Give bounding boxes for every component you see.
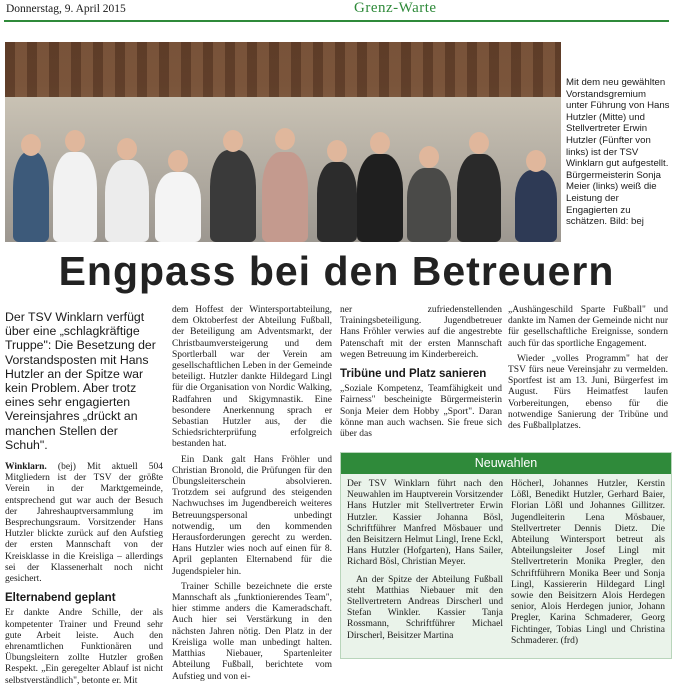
article-column-1	[5, 305, 163, 687]
photo-person	[53, 152, 97, 242]
photo-head	[526, 150, 546, 172]
photo-person	[210, 150, 256, 242]
article-lead: Der TSV Winklarn verfügt über eine „schlagkräftige Truppe": Die Besetzung der Vorstandsposten mit Hans Hutzler an der Spitze war kein Problem. Aber trotz eines sehr engagierten Vereinsjahres „drückt an manchen Stellen der Schuh".	[5, 310, 156, 452]
photo-person	[13, 152, 49, 242]
box-paragraph: Der TSV Winklarn führt nach den Neuwahlen im Hauptverein Vorsitzender Hans Hutzler mit Stellvertreter Erwin Hutzler. Kassier Johanna Bösl, Schriftführer Manfred Mösbauer und den Beisitzern Helmut Lingl, Irene Eckl, Hans Hutzler (Hofgarten), Hans Sailer, Richard Bösl, Christian Meyer.	[347, 479, 503, 568]
photo-head	[223, 130, 243, 152]
article-paragraph: „Soziale Kompetenz, Teamfähigkeit und Fairness" bescheinigte Bürgermeisterin Sonja Meier dem Hobby „Sport". Daran könne man auch wachsen. Sie freue sich über das	[340, 384, 502, 440]
photo-person	[515, 170, 557, 242]
photo-person	[407, 168, 451, 242]
photo-head	[469, 132, 489, 154]
article-column-4	[508, 305, 668, 432]
dateline: Winklarn.	[5, 462, 47, 473]
subheading: Tribüne und Platz sanieren	[340, 368, 487, 381]
photo-person	[155, 172, 201, 242]
article-paragraph: Wieder „volles Programm" hat der TSV fürs neue Vereinsjahr zu vermelden. Sportfest ist am 13. Juni, Bürgerfest im August. Fürs Heimatfest laufen Vorbereitungen, ebenso für die notwendige Sanierung der Tribüne und des Fußballplatzes.	[508, 353, 668, 432]
article-paragraph: Ein Dank galt Hans Fröhler und Christian Bronold, die Prüfungen für den Übungsleiterschein absolvieren. Trotzdem sei aufgrund des steigenden Nachwuchses im Jugendbereich weiteres Betreuungspersonal unbedingt notwendig, um den kommenden Herausforderungen gerecht zu werden. Hans Hutzler wies noch auf einen für 8. April geplanten Elternabend für die Jugendspieler hin.	[172, 454, 332, 577]
photo-ceiling	[5, 42, 561, 97]
group-photo	[5, 42, 561, 242]
photo-head	[419, 146, 439, 168]
box-paragraph: An der Spitze der Abteilung Fußball steht Matthias Niebauer mit den Stellvertretern Andreas Dirscherl und Stefan Winkler. Kassier Tanja Rossmann, Schriftführer Michael Dirscherl, Beisitzer Martina	[347, 574, 503, 641]
issue-date: Donnerstag, 9. April 2015	[6, 3, 126, 15]
box-paragraph: Höcherl, Johannes Hutzler, Kerstin Lößl, Benedikt Hutzler, Gerhard Baier, Florian Lößl und Johannes Gillitzer. Jugendleiterin Lena Mösbauer, Stellvertreter Dennis Dietz. Die Abteilung Wintersport betreut als Abteilungsleiter Josef Lingl mit Stellvertreterin Monika Pregler, den Schriftführern Monika Beer und Sonja Lingl, Kassiererin Hildegard Lingl sowie den Beisitzern Alois Herdegen senior, Alois Herdegen junior, Johann Pregler, Karina Schmaderer, Georg Fichtinger, Tobias Lingl und Christina Schmaderer. (frd)	[511, 479, 665, 646]
photo-person	[457, 154, 501, 242]
box-title: Neuwahlen	[341, 453, 671, 474]
article-paragraph: Trainer Schille bezeichnete die erste Mannschaft als „funktionierendes Team", hier stimme anders die Kameradschaft. Auch hier sei Verstärkung in den nächsten Jahren nötig. Den Platz in der Kreisliga wolle man unbedingt halten. Matthias Niebauer, Spartenleiter Abteilung Fußball, berichtete vom Aufstieg und von ei-	[172, 581, 332, 682]
article-headline: Engpass bei den Betreuern	[58, 248, 615, 294]
neuwahlen-box	[340, 452, 672, 659]
photo-head	[370, 132, 390, 154]
photo-person	[317, 162, 357, 242]
photo-head	[117, 138, 137, 160]
box-column-right	[511, 479, 665, 647]
photo-person	[105, 160, 149, 242]
photo-person	[357, 154, 403, 242]
article-paragraph: ner zufriedenstellenden Trainingsbeteiligung. Jugendbetreuer Hans Fröhler verwies auf die angestrebte Patenschaft mit der ersten Mannschaft wegen Betreuung im Kinderbereich.	[340, 305, 502, 360]
photo-person	[262, 152, 308, 242]
article-paragraph: dem Hoffest der Wintersportabteilung, dem Oktoberfest der Abteilung Fußball, der Beteiligung am Adventsmarkt, der Christbaumversteigerung und dem Sportlerball war der Verein am gesellschaftlichen Leben in der Gemeinde beteiligt. Hutzler dankte Hildegard Lingl für die Organisation von Nordic Walking, Radfahren und Skigymnastik. Eine besondere Anerkennung sprach er Sebastian Hutzler aus, der die Schiedsrichterprüfung erfolgreich bestanden hat.	[172, 305, 332, 450]
photo-head	[21, 134, 41, 156]
photo-head	[327, 140, 347, 162]
article-paragraph	[5, 462, 163, 585]
newspaper-name: Grenz-Warte	[354, 0, 437, 16]
photo-head	[168, 150, 188, 172]
article-column-3	[340, 305, 502, 440]
subheading: Elternabend geplant	[5, 592, 116, 605]
page-header	[4, 0, 669, 22]
photo-caption: Mit dem neu gewählten Vorstandsgremium unter Führung von Hans Hutzler (Mitte) und Stellvertreter Erwin Hutzler (Fünfter von links) ist der TSV Winklarn gut aufgestellt. Bürgermeisterin Sonja Meier (links) weiß die Leistung der Engagierten zu schätzen. Bild: bej	[566, 77, 670, 228]
photo-head	[275, 128, 295, 150]
box-column-left	[347, 479, 503, 642]
photo-head	[65, 130, 85, 152]
article-column-2	[172, 305, 332, 683]
article-paragraph: Er dankte Andre Schille, der als kompetenter Trainer und Freund sehr gute Arbeit leiste. Auch den ehrenamtlichen Funktionären und Übungsleitern zollte Hutzler großen Respekt. „Ein geregelter Ablauf ist nicht selbstverständlich", betonte er. Mit	[5, 608, 163, 686]
paragraph-text: (bej) Mit aktuell 504 Mitgliedern ist der TSV der größte Verein in der Marktgemeinde, entsprechend gut war auch der Besuch der Jahreshauptversammlung im Besprechungsraum. Vorsitzender Hans Hutzler blickte zurück auf den Aufstieg der ersten Mannschaft von der Kreisklasse in die Kreisliga – allerdings sei der Klassenerhalt noch nicht gesichert.	[5, 462, 163, 585]
article-paragraph: „Aushängeschild Sparte Fußball" und dankte im Namen der Gemeinde nicht nur für gesellschaftliche Ereignisse, sondern auch für das sportliche Engagement.	[508, 305, 668, 349]
